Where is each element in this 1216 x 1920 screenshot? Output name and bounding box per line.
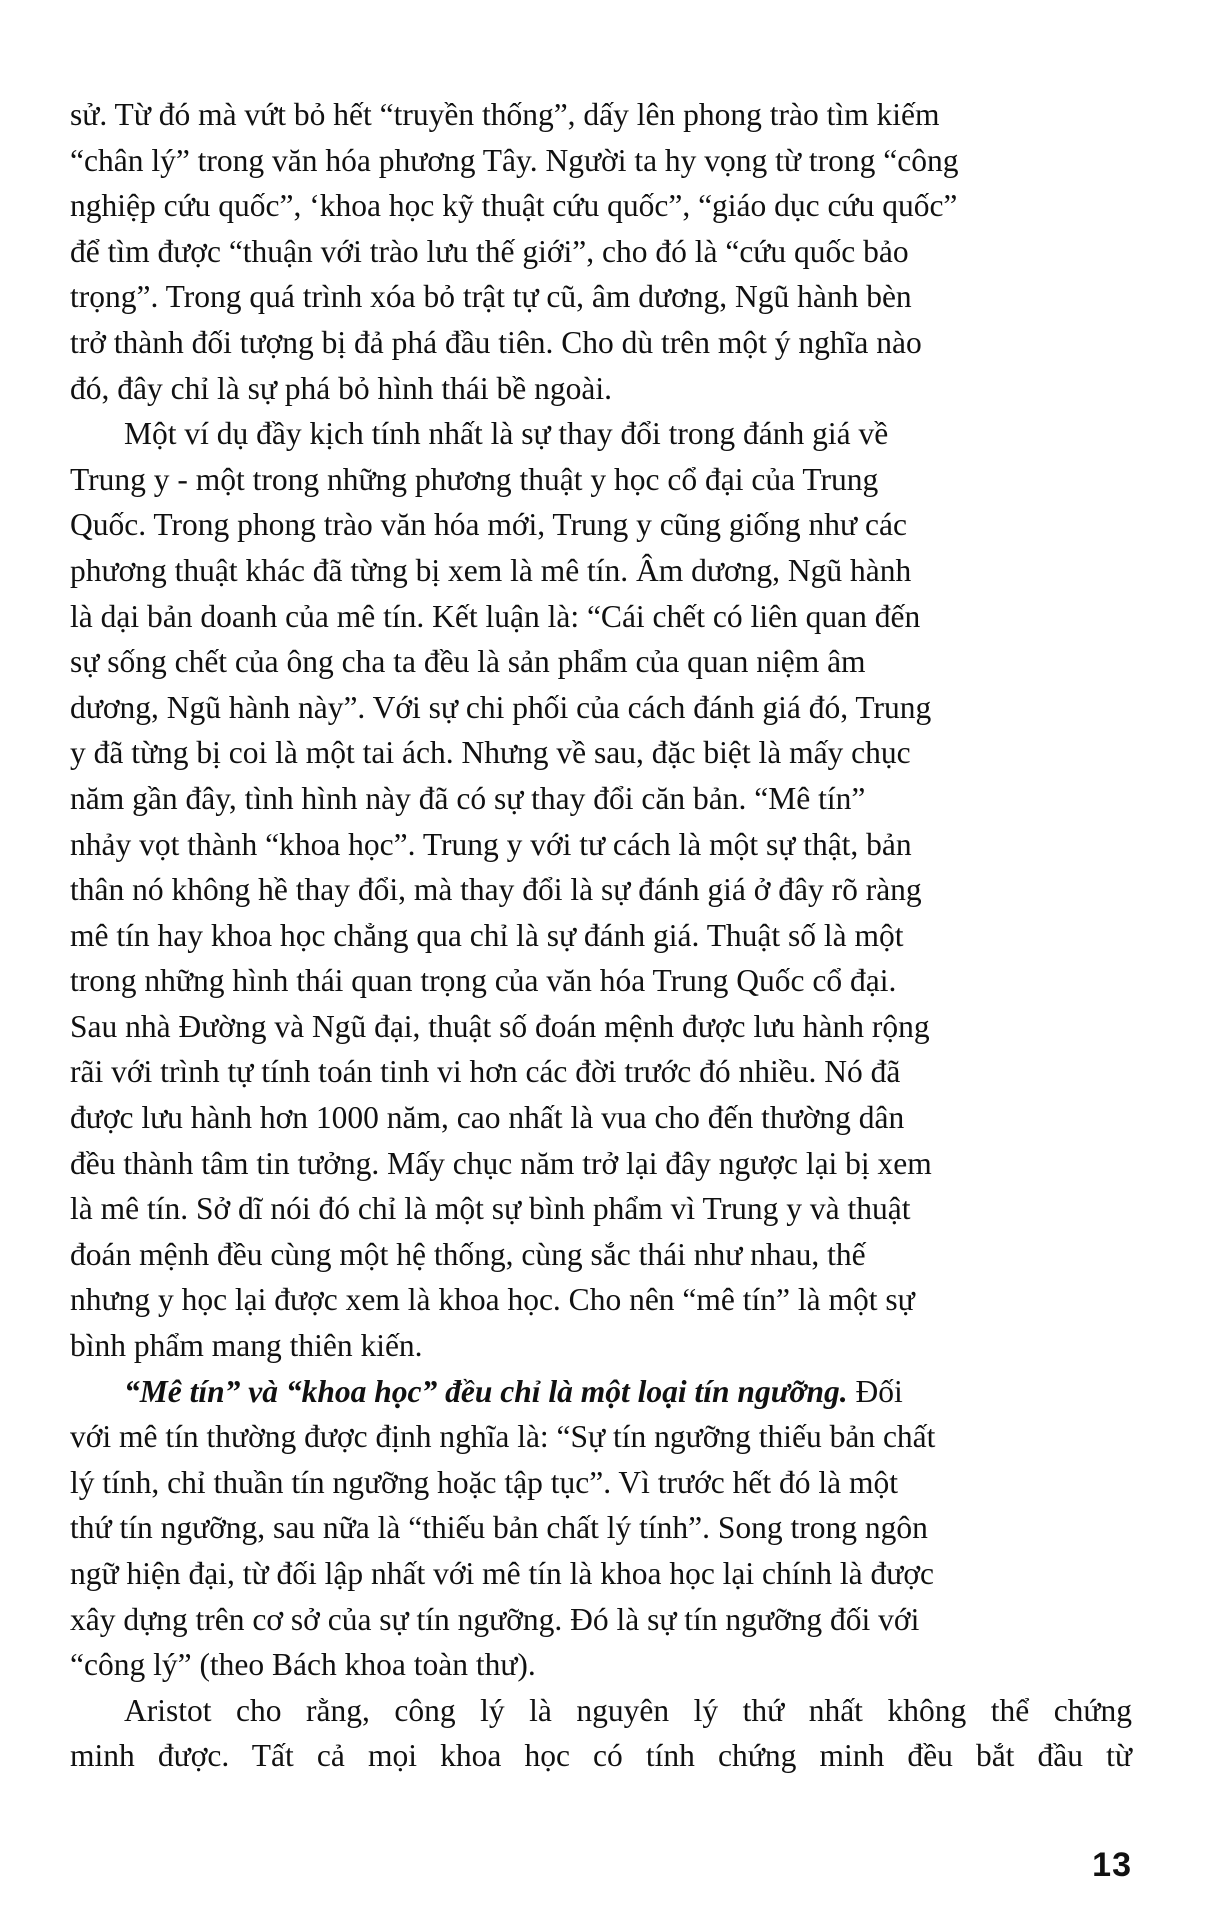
paragraph-3 [70, 1369, 1132, 1688]
text-line: trọng”. Trong quá trình xóa bỏ trật tự cũ, âm dương, Ngũ hành bèn [70, 279, 912, 315]
text-line: lý tính, chỉ thuần tín ngưỡng hoặc tập tục”. Vì trước hết đó là một [70, 1464, 898, 1500]
text-line: ngữ hiện đại, từ đối lập nhất với mê tín là khoa học lại chính là được [70, 1556, 934, 1591]
text-line: y đã từng bị coi là một tai ách. Nhưng về sau, đặc biệt là mấy chục [70, 735, 911, 771]
text-line: để tìm được “thuận với trào lưu thế giới”, cho đó là “cứu quốc bảo [70, 233, 909, 269]
text-line: dương, Ngũ hành này”. Với sự chi phối của cách đánh giá đó, Trung [70, 689, 932, 725]
lead-tail-text: Đối [847, 1373, 903, 1409]
text-line: Sau nhà Đường và Ngũ đại, thuật số đoán mệnh được lưu hành rộng [70, 1008, 930, 1044]
text-line: rãi với trình tự tính toán tinh vi hơn các đời trước đó nhiều. Nó đã [70, 1054, 901, 1090]
text-line: là mê tín. Sở dĩ nói đó chỉ là một sự bình phẩm vì Trung y và thuật [70, 1191, 911, 1227]
paragraph-4 [70, 1688, 1132, 1779]
book-page-text [70, 92, 1132, 1779]
text-line: với mê tín thường được định nghĩa là: “Sự tín ngưỡng thiếu bản chất [70, 1419, 936, 1455]
text-line: Aristot cho rằng, công lý là nguyên lý thứ nhất không thể chứng [124, 1692, 1132, 1728]
text-line: mê tín hay khoa học chẳng qua chỉ là sự đánh giá. Thuật số là một [70, 917, 904, 953]
text-line: trở thành đối tượng bị đả phá đầu tiên. Cho dù trên một ý nghĩa nào [70, 324, 922, 360]
text-line: đoán mệnh đều cùng một hệ thống, cùng sắc thái như nhau, thế [70, 1236, 866, 1272]
text-line: đều thành tâm tin tưởng. Mấy chục năm trở lại đây ngược lại bị xem [70, 1145, 932, 1181]
text-line: Quốc. Trong phong trào văn hóa mới, Trung y cũng giống như các [70, 507, 907, 543]
text-line: thân nó không hề thay đổi, mà thay đổi là sự đánh giá ở đây rõ ràng [70, 872, 922, 908]
text-line: “công lý” (theo Bách khoa toàn thư). [70, 1647, 536, 1683]
text-line-with-lead [70, 1369, 1132, 1415]
text-line: nhưng y học lại được xem là khoa học. Cho nên “mê tín” là một sự [70, 1282, 915, 1318]
text-line: phương thuật khác đã từng bị xem là mê tín. Âm dương, Ngũ hành [70, 552, 912, 588]
text-line: nhảy vọt thành “khoa học”. Trung y với tư cách là một sự thật, bản [70, 826, 912, 862]
text-line: thứ tín ngưỡng, sau nữa là “thiếu bản chất lý tính”. Song trong ngôn [70, 1510, 928, 1546]
text-line: năm gần đây, tình hình này đã có sự thay đổi căn bản. “Mê tín” [70, 780, 866, 816]
text-line: nghiệp cứu quốc”, ‘khoa học kỹ thuật cứu quốc”, “giáo dục cứu quốc” [70, 188, 958, 224]
paragraph-2 [70, 411, 1132, 1368]
text-line: xây dựng trên cơ sở của sự tín ngưỡng. Đó là sự tín ngưỡng đối với [70, 1601, 920, 1637]
paragraph-1 [70, 92, 1132, 411]
text-line: bình phẩm mang thiên kiến. [70, 1328, 423, 1364]
text-line: sử. Từ đó mà vứt bỏ hết “truyền thống”, dấy lên phong trào tìm kiếm [70, 97, 940, 132]
text-line: Một ví dụ đầy kịch tính nhất là sự thay đổi trong đánh giá về [124, 416, 889, 452]
text-line: “chân lý” trong văn hóa phương Tây. Người ta hy vọng từ trong “công [70, 142, 959, 178]
text-line: là dại bản doanh của mê tín. Kết luận là: “Cái chết có liên quan đến [70, 598, 921, 634]
text-line: đó, đây chỉ là sự phá bỏ hình thái bề ngoài. [70, 370, 612, 406]
paragraph-lead-heading: “Mê tín” và “khoa học” đều chỉ là một loại tín ngưỡng. [124, 1373, 848, 1409]
text-line: trong những hình thái quan trọng của văn hóa Trung Quốc cổ đại. [70, 963, 897, 999]
text-line: được lưu hành hơn 1000 năm, cao nhất là vua cho đến thường dân [70, 1100, 905, 1136]
text-line: minh được. Tất cả mọi khoa học có tính chứng minh đều bắt đầu từ [70, 1738, 1132, 1774]
page-number: 13 [1092, 1846, 1132, 1884]
text-line: Trung y - một trong những phương thuật y học cổ đại của Trung [70, 461, 879, 497]
text-line: sự sống chết của ông cha ta đều là sản phẩm của quan niệm âm [70, 644, 866, 680]
